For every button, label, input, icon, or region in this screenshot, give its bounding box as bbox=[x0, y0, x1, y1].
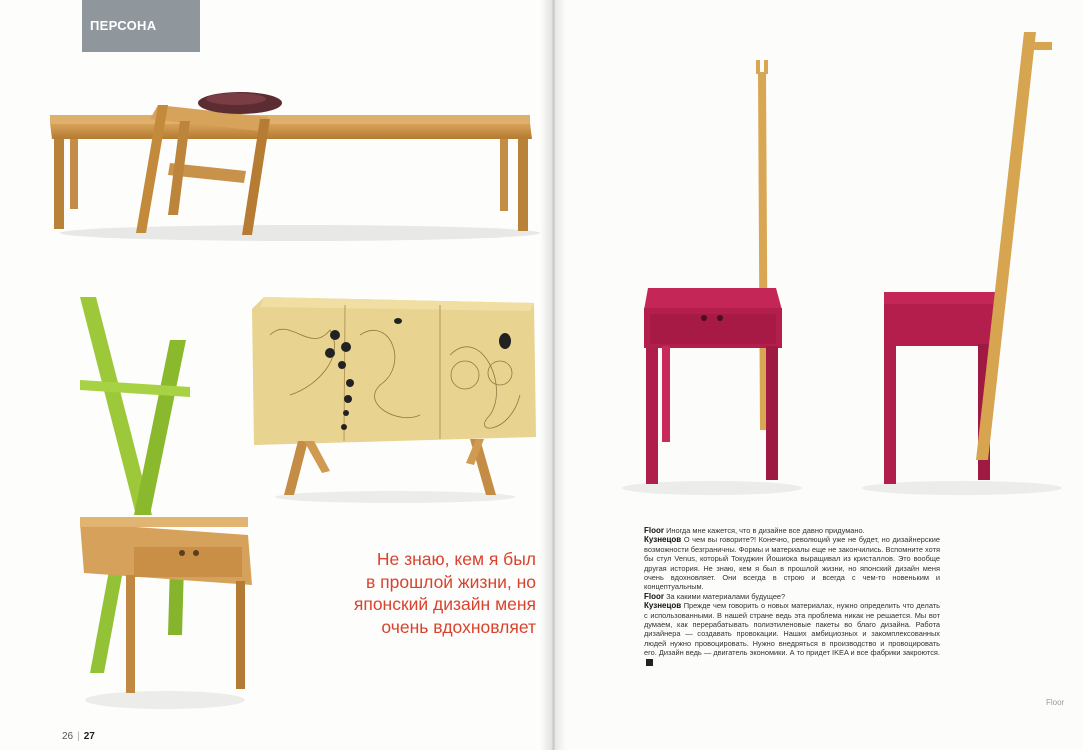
speaker-label: Floor bbox=[644, 526, 664, 535]
cabinet-photo bbox=[250, 295, 540, 505]
pull-quote-line: японский дизайн меня bbox=[353, 594, 536, 614]
interview-paragraph bbox=[644, 526, 940, 535]
page-number-right: 27 bbox=[83, 731, 95, 742]
interview-paragraph bbox=[644, 535, 940, 591]
right-page bbox=[552, 0, 1082, 750]
pull-quote-line: Не знаю, кем я был bbox=[376, 549, 536, 569]
page-gutter-shadow bbox=[540, 0, 566, 750]
speaker-label: Floor bbox=[644, 591, 664, 601]
pull-quote bbox=[318, 548, 536, 638]
speaker-label: Кузнецов bbox=[644, 535, 682, 545]
pull-quote-line: в прошлой жизни, но bbox=[366, 571, 536, 592]
end-mark-icon bbox=[646, 659, 653, 666]
section-tag-label: ПЕРСОНА bbox=[90, 18, 157, 33]
magenta-chairs-photo bbox=[622, 20, 1082, 500]
interview-paragraph bbox=[644, 601, 940, 667]
interview-text bbox=[644, 526, 940, 667]
paragraph-text: Прежде чем говорить о новых материалах, нужно определить что делать с использованными. В нашей стране ведь эта проблема никак не решается. Мы вот думаем, как перерабатывать полиэтиленовые пакеты во благо дизайна. Работа дизайнера — создавать провокации. Наших амбициозных и закомплексованных людей нужно провоцировать. Нужно внедряться в производство и провоцировать его. Дизайн ведь — двигатель экономики. А то придет IKEA и все фабрики закроются. bbox=[644, 601, 941, 658]
interview-paragraph bbox=[644, 592, 940, 601]
bench-chair-photo bbox=[40, 85, 540, 245]
page-number-footer bbox=[62, 731, 95, 742]
page-number-separator: | bbox=[77, 731, 80, 742]
page-number-left: 26 bbox=[62, 731, 74, 742]
section-tag bbox=[82, 0, 200, 52]
paragraph-text: О чем вы говорите?! Конечно, революций уже не будет, но дизайнерские возможности безграничны. Формы и материалы еще не закончились. Вспомните хотя бы стул Venus, который Токуджин Йошиока выращивал из кристаллов. Это вообще другая история. Не знаю, кем я был в прошлой жизни, но японский дизайн меня очень вдохновляет. Они всегда в строю и всегда с чем-то новеньким и концептуальным. bbox=[644, 535, 940, 592]
lime-chair-photo bbox=[70, 295, 260, 715]
paragraph-text: Иногда мне кажется, что в дизайне все давно придумано. bbox=[666, 526, 865, 535]
paragraph-text: За какими материалами будущее? bbox=[666, 591, 786, 601]
pull-quote-line: очень вдохновляет bbox=[381, 616, 536, 637]
magazine-name: Floor bbox=[1046, 698, 1065, 707]
speaker-label: Кузнецов bbox=[644, 601, 682, 611]
